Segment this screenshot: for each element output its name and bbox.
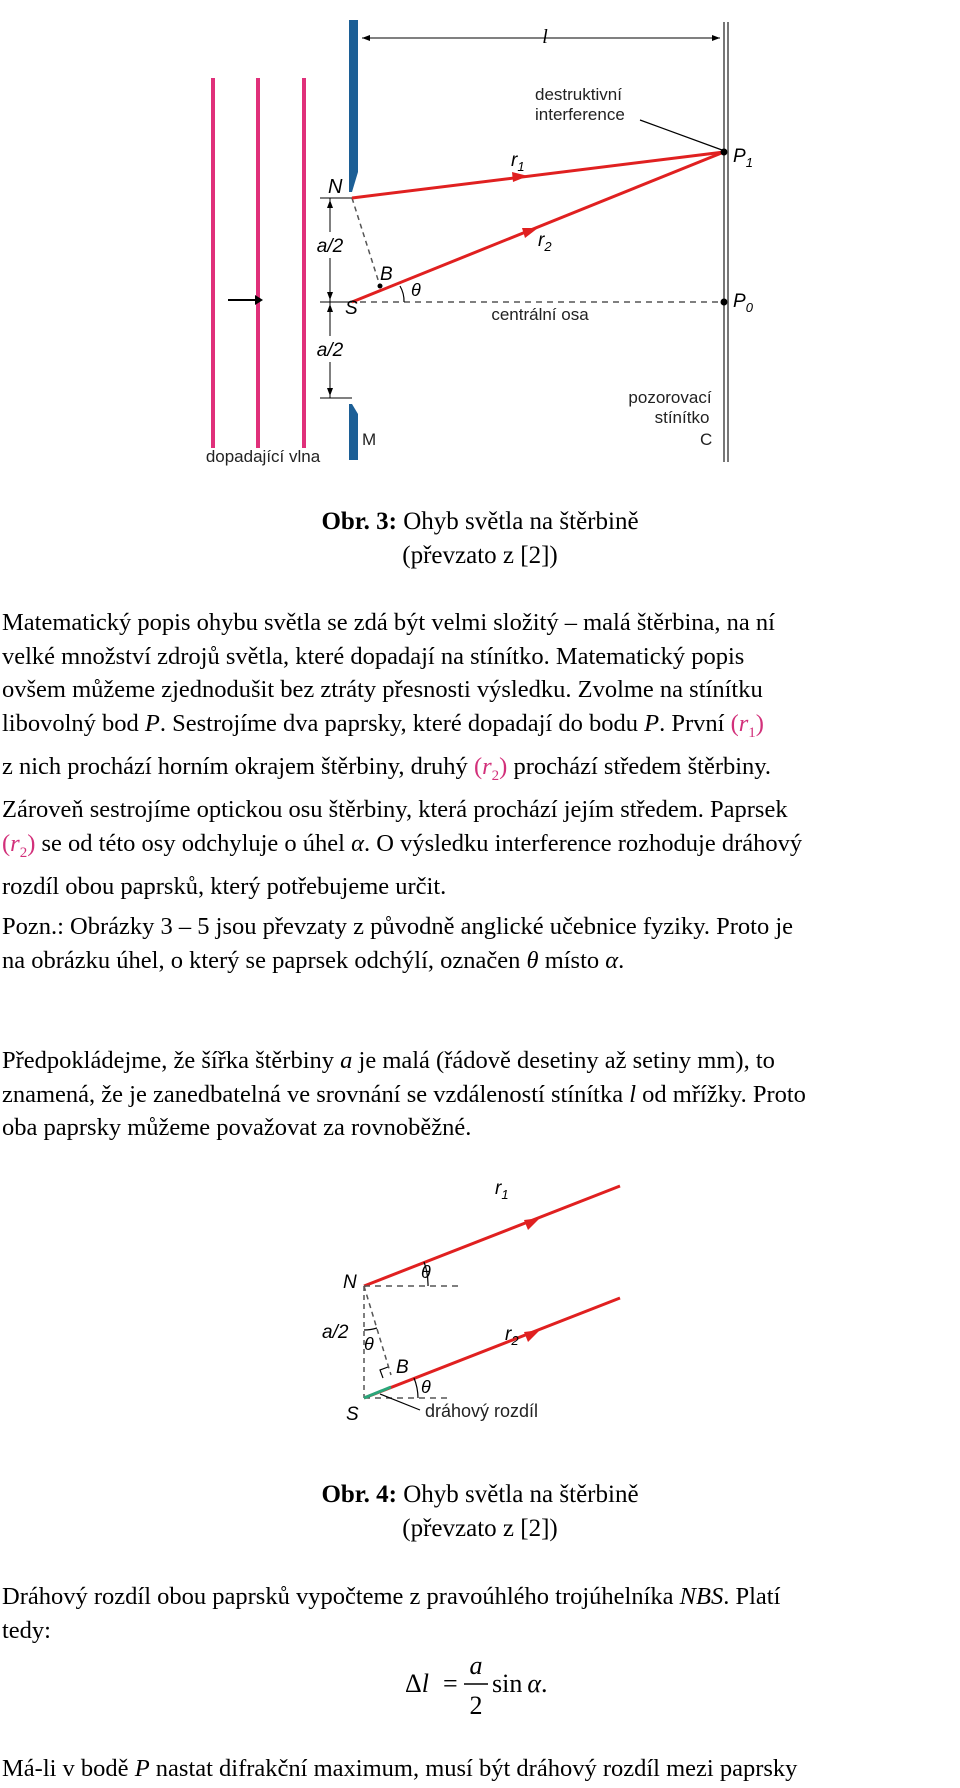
figure-4-source: (převzato z [2]): [402, 1515, 558, 1542]
label-destructive: destruktivní: [535, 85, 622, 104]
figure-4-label: Obr. 4:: [321, 1481, 397, 1508]
para2-line: oba paprsky můžeme považovat za rovnoběžné.: [2, 1114, 472, 1141]
r2-reference: $(r_2)$: [473, 752, 508, 784]
fig4-label-n: N: [343, 1272, 357, 1293]
figure-3-caption: [0, 505, 960, 573]
para4-line: Má-li v bodě P nastat difrakční maximum, musí být dráhový rozdíl mezi paprsky: [2, 1755, 798, 1782]
ray-r2-parallel: [364, 1298, 620, 1398]
label-interference: interference: [535, 105, 625, 124]
para2-line: Předpokládejme, že šířka štěrbiny a je malá (řádově desetiny až setiny mm), to: [2, 1047, 775, 1074]
svg-text:r1: $r_1$: [511, 150, 525, 174]
svg-text:sinα.: sin α.: [492, 1669, 548, 1698]
paragraph-math-description: [2, 606, 958, 904]
slit-barrier-bottom: [349, 404, 358, 460]
figure-3-diffraction-diagram: [0, 0, 960, 470]
para1-line: Zároveň sestrojíme optickou osu štěrbiny, která prochází jejím středem. Paprsek: [2, 796, 788, 824]
para1-line: $(r_2)$ se od této osy odchyluje o úhel α. O výsledku interference rozhoduje dráhový: [2, 829, 803, 861]
para1-line: z nich prochází horním okrajem štěrbiny, druhý $(r_2)$ prochází středem štěrbiny.: [2, 752, 772, 784]
fig4-label-path-diff: dráhový rozdíl: [425, 1401, 539, 1421]
svg-text:Δl: Δl: [405, 1669, 429, 1698]
figure-3-label: Obr. 3:: [321, 508, 397, 535]
para3-line: Dráhový rozdíl obou paprsků vypočteme z pravoúhlého trojúhelníka NBS. Platí: [2, 1583, 781, 1610]
label-central-axis: centrální osa: [491, 305, 589, 324]
label-theta: θ: [411, 280, 421, 300]
para2-line: znamená, že je zanedbatelná ve srovnání se vzdáleností stínítka l od mřížky. Proto: [2, 1080, 806, 1108]
slit-barrier-top: [349, 20, 358, 192]
label-r1: r: [511, 150, 518, 171]
label-r2: r: [538, 230, 545, 251]
para1-line: velké množství zdrojů světla, které dopadají na stínítko. Matematický popis: [2, 642, 745, 670]
fig4-label-r2: r: [505, 1324, 512, 1345]
fig4-label-s: S: [346, 1404, 359, 1425]
fig4-label-theta-bottom: θ: [421, 1377, 431, 1397]
fig4-label-b: B: [396, 1357, 409, 1378]
svg-text:r2: $r_2$: [505, 1324, 519, 1348]
label-m: M: [362, 430, 377, 449]
paragraph-note: [2, 910, 958, 977]
ray-r1-parallel: [364, 1186, 620, 1286]
label-a2-bottom: a/2: [316, 340, 344, 361]
label-incident-wave: dopadající vlna: [205, 447, 321, 466]
n-b-dashed-line: [352, 198, 380, 286]
svg-text:P1: $P_1$: [733, 146, 753, 170]
paragraph-assumption: [2, 1044, 958, 1145]
svg-text:a: a: [469, 1651, 483, 1680]
label-l: l: [542, 26, 548, 48]
svg-text:2: 2: [469, 1691, 483, 1720]
r1-reference: $(r_1)$: [730, 709, 764, 741]
svg-text:P0: $P_0$: [733, 291, 753, 315]
para1-line: libovolný bod P. Sestrojíme dva paprsky, které dopadají do bodu P. První $(r_1)$: [2, 709, 764, 741]
path-difference-formula: [0, 1650, 960, 1730]
figure-3-title: Ohyb světla na štěrbině: [396, 508, 639, 535]
figure-3-source: (převzato z [2]): [402, 542, 558, 569]
label-b: B: [380, 264, 393, 285]
figure-4-path-difference-diagram: [0, 1180, 960, 1440]
fig4-label-theta-top: θ: [421, 1262, 431, 1282]
note-line: na obrázku úhel, o který se paprsek odchýlí, označen θ místo α.: [2, 946, 625, 974]
label-p0: P: [733, 291, 746, 312]
note-line: Pozn.: Obrázky 3 – 5 jsou převzaty z původně anglické učebnice fyziky. Proto je: [2, 913, 794, 940]
label-a2-top: a/2: [316, 236, 344, 257]
label-screen-1: pozorovací: [628, 388, 712, 407]
figure-4-title: Ohyb světla na štěrbině: [396, 1481, 639, 1508]
figure-4-caption: [0, 1478, 960, 1546]
label-s: S: [345, 298, 358, 319]
para1-line: rozdíl obou paprsků, který potřebujeme určit.: [2, 873, 447, 901]
destructive-pointer-line: [640, 120, 722, 150]
paragraph-maximum: [2, 1752, 958, 1786]
label-screen-2: stínítko: [654, 408, 710, 427]
label-c: C: [700, 430, 713, 449]
para1-line: ovšem můžeme zjednodušit bez ztráty přesnosti výsledku. Zvolme na stínítku: [2, 676, 763, 703]
label-p1: P: [733, 146, 746, 167]
paragraph-triangle: [2, 1580, 958, 1647]
svg-text:r1: $r_1$: [495, 1180, 509, 1202]
fig4-label-a2: a/2: [322, 1322, 349, 1343]
fig4-label-r1: r: [495, 1180, 502, 1199]
para1-line: Matematický popis ohybu světla se zdá být velmi složitý – malá štěrbina, na ní: [2, 609, 775, 636]
fig4-label-theta-mid: θ: [364, 1334, 374, 1354]
svg-text:=: =: [443, 1669, 458, 1698]
para3-line: tedy:: [2, 1616, 51, 1644]
svg-text:r2: $r_2$: [538, 230, 552, 254]
label-n: N: [328, 176, 343, 198]
